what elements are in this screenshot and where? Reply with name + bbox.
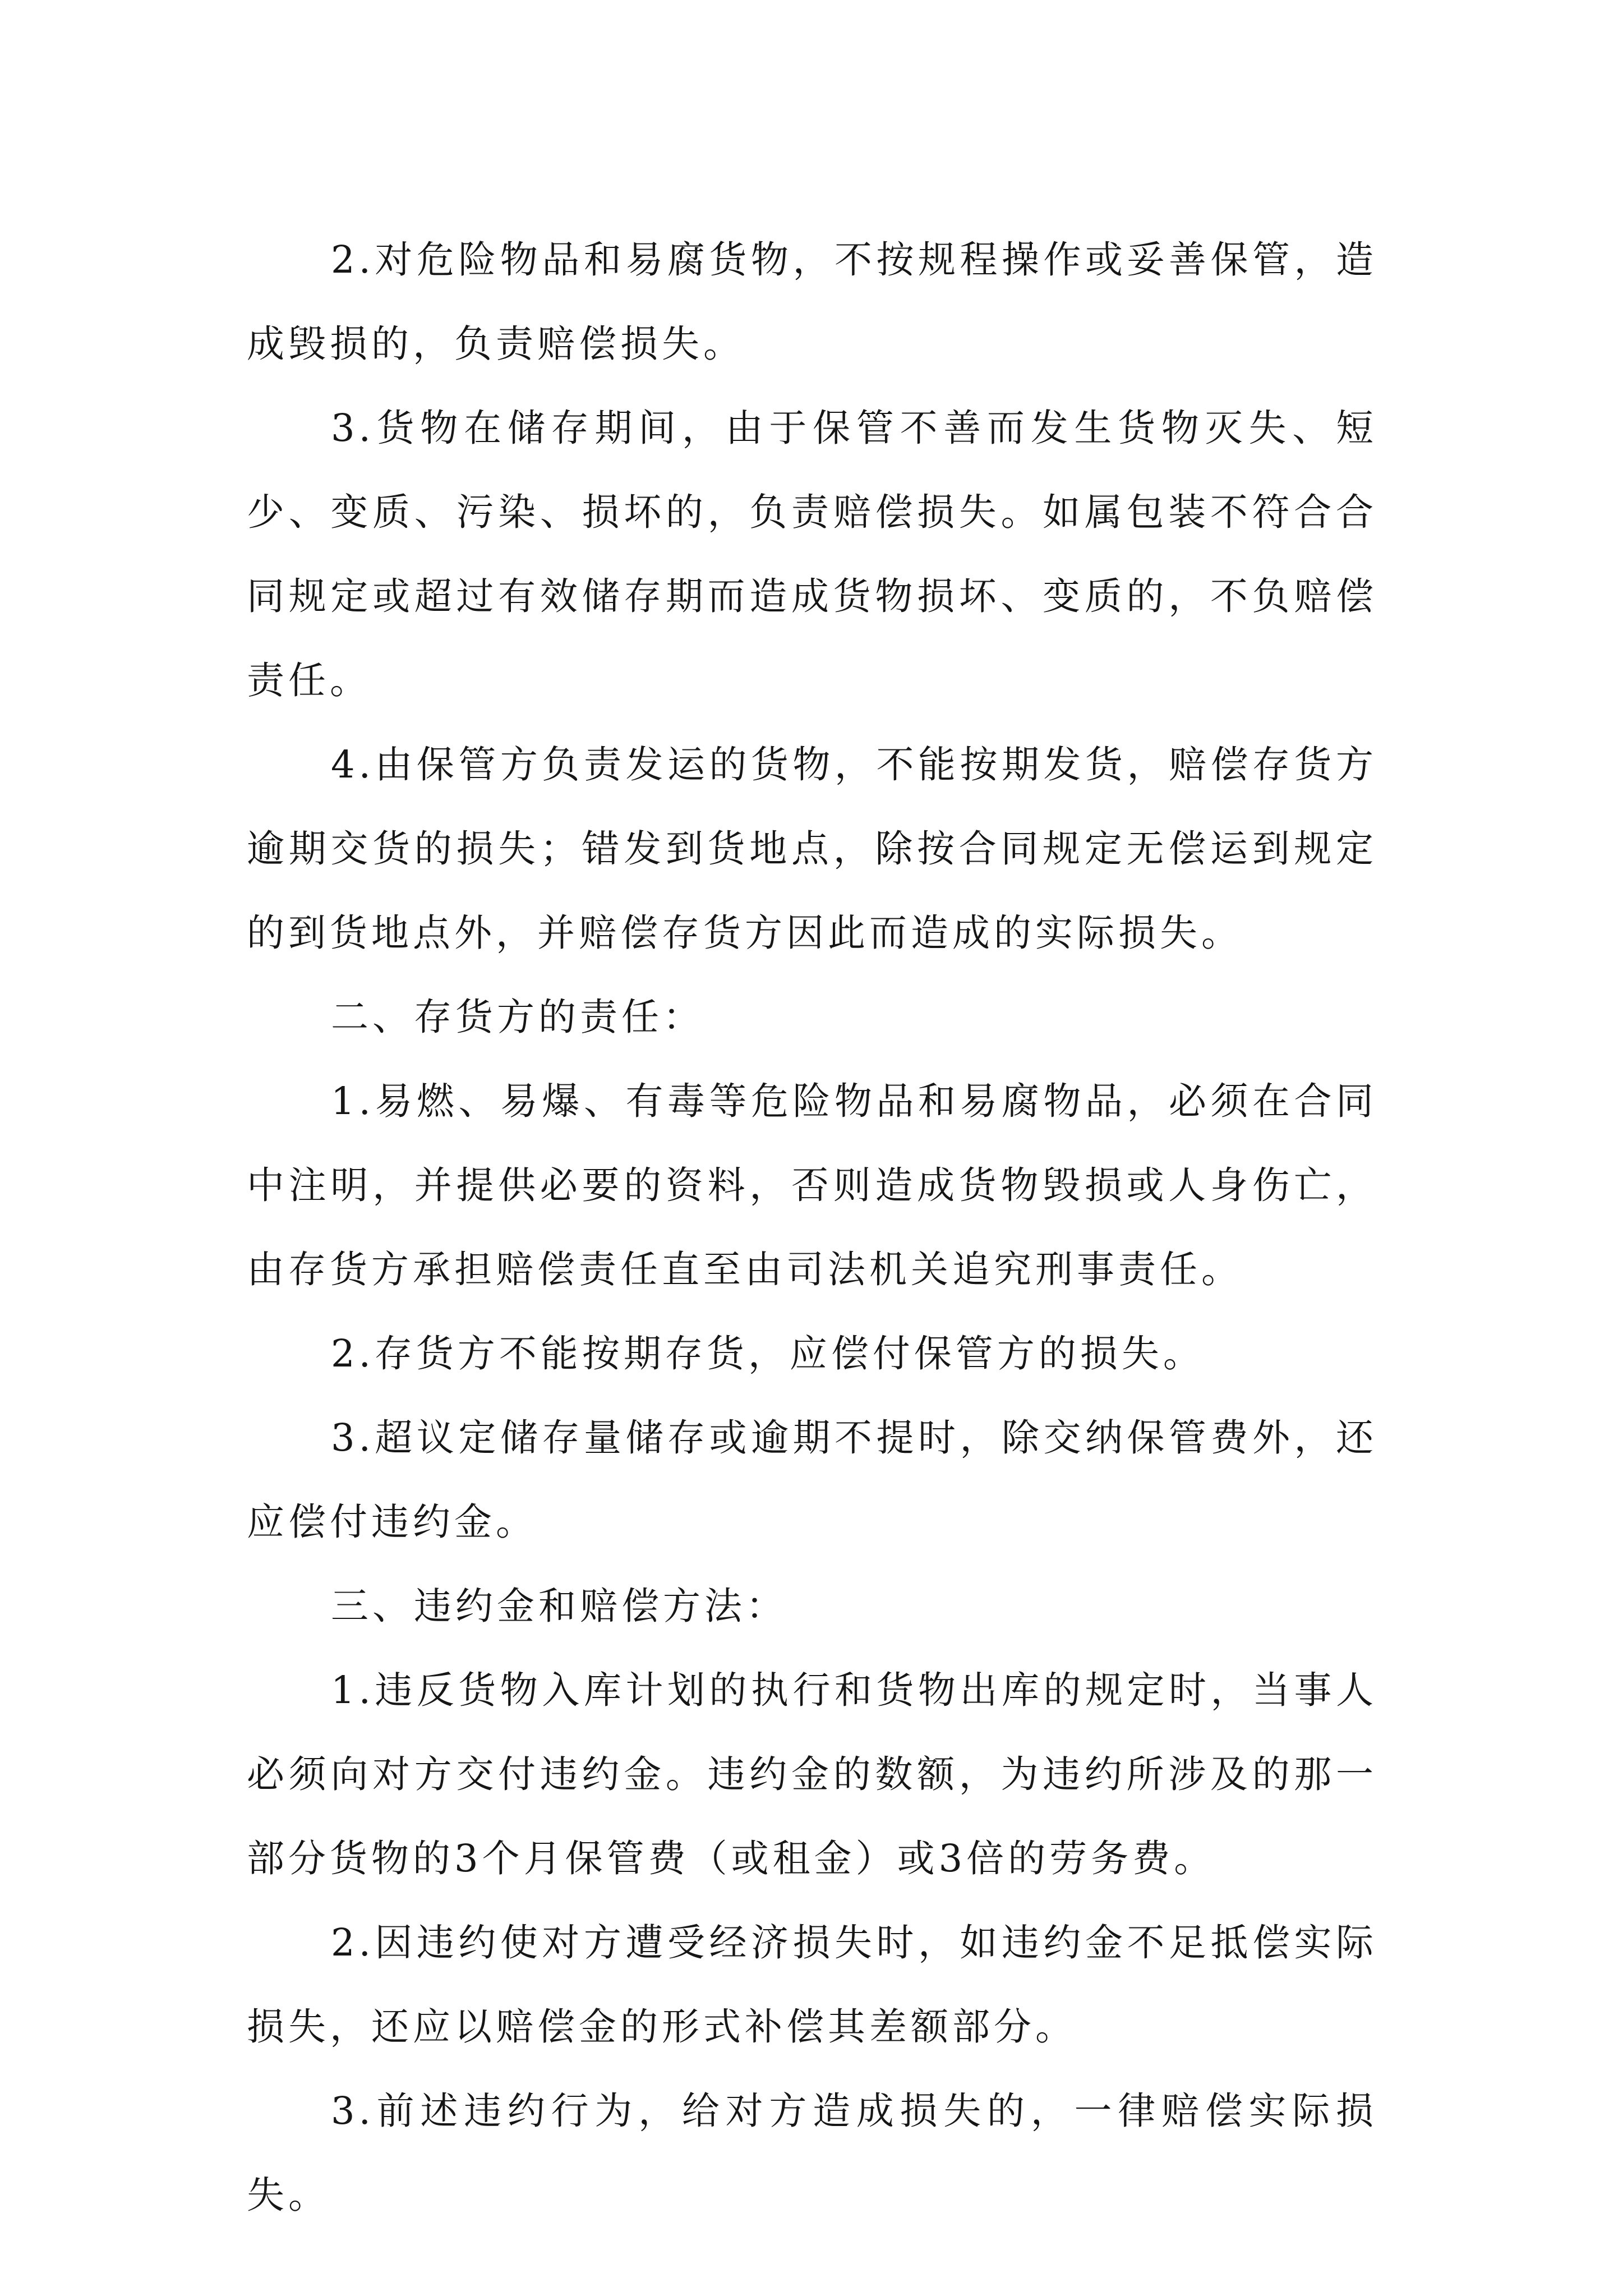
section-heading-penalties: 三、违约金和赔偿方法： bbox=[331, 1584, 787, 1628]
paragraph-compensation-difference: 2.因违约使对方遭受经济损失时，如违约金不足抵偿实际损失，还应以赔偿金的形式补偿其差额部分。 bbox=[247, 1921, 1377, 2049]
paragraph-dangerous-goods-declaration: 1.易燃、易爆、有毒等危险物品和易腐物品，必须在合同中注明，并提供必要的资料，否则造成货物毁损或人身伤亡，由存货方承担赔偿责任直至由司法机关追究刑事责任。 bbox=[247, 1079, 1377, 1291]
paragraph-actual-loss-compensation: 3.前述违约行为，给对方造成损失的，一律赔偿实际损失。 bbox=[247, 2089, 1377, 2217]
paragraph-penalty-amount: 1.违反货物入库计划的执行和货物出库的规定时，当事人必须向对方交付违约金。违约金的数额，为违约所涉及的那一部分货物的3个月保管费（或租金）或3倍的劳务费。 bbox=[247, 1668, 1377, 1880]
document-body bbox=[247, 218, 1377, 2237]
paragraph-late-deposit: 2.存货方不能按期存货，应偿付保管方的损失。 bbox=[331, 1332, 1205, 1375]
paragraph-storage-period-losses: 3.货物在储存期间，由于保管不善而发生货物灭失、短少、变质、污染、损坏的，负责赔偿损失。如属包装不符合合同规定或超过有效储存期而造成货物损坏、变质的，不负赔偿责任。 bbox=[247, 406, 1377, 702]
section-heading-depositor-duties: 二、存货方的责任： bbox=[331, 995, 704, 1039]
paragraph-shipping-delays: 4.由保管方负责发运的货物，不能按期发货，赔偿存货方逾期交货的损失；错发到货地点，除按合同规定无偿运到规定的到货地点外，并赔偿存货方因此而造成的实际损失。 bbox=[247, 743, 1377, 955]
paragraph-hazardous-goods-custody: 2.对危险物品和易腐货物，不按规程操作或妥善保管，造成毁损的，负责赔偿损失。 bbox=[247, 238, 1377, 366]
paragraph-excess-storage: 3.超议定储存量储存或逾期不提时，除交纳保管费外，还应偿付违约金。 bbox=[247, 1416, 1377, 1544]
